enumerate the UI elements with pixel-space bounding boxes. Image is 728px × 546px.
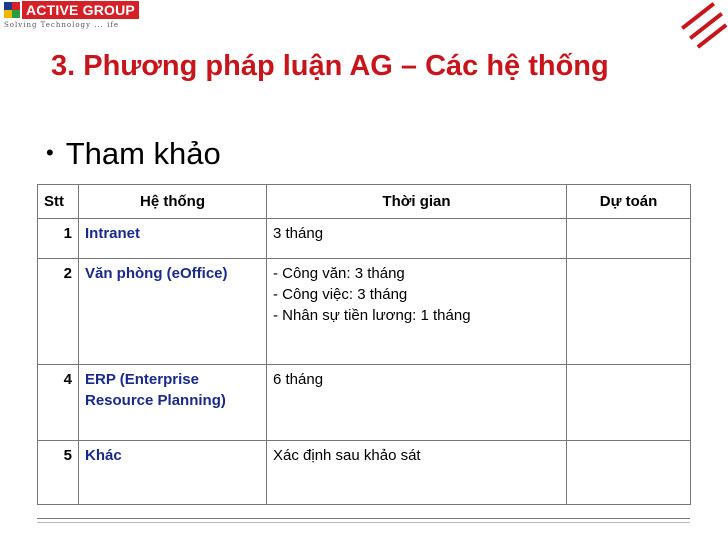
row-stt: 1 xyxy=(38,219,79,259)
header-budget: Dự toán xyxy=(567,185,691,219)
table-row xyxy=(38,259,691,365)
row-time: 3 tháng xyxy=(267,219,567,259)
time-list-item: - Công văn: 3 tháng xyxy=(273,263,560,284)
row-budget xyxy=(567,259,691,365)
time-list-item: - Nhân sự tiền lương: 1 tháng xyxy=(273,305,560,326)
row-stt: 5 xyxy=(38,441,79,505)
row-system: Intranet xyxy=(79,219,267,259)
row-budget xyxy=(567,441,691,505)
footer-divider-secondary xyxy=(37,522,690,523)
table-row xyxy=(38,219,691,259)
row-system: Khác xyxy=(79,441,267,505)
company-logo xyxy=(2,0,142,36)
header-stt: Stt xyxy=(38,185,79,219)
row-system: Văn phòng (eOffice) xyxy=(79,259,267,365)
row-time: 6 tháng xyxy=(267,365,567,441)
slide-title: 3. Phương pháp luận AG – Các hệ thống xyxy=(51,50,609,82)
row-time xyxy=(267,259,567,365)
footer-divider xyxy=(37,518,690,519)
bullet-item xyxy=(46,136,221,172)
row-time: Xác định sau khảo sát xyxy=(267,441,567,505)
bullet-text: Tham khảo xyxy=(65,136,221,171)
systems-table xyxy=(37,184,691,505)
time-list xyxy=(273,263,560,326)
logo-name: ACTIVE GROUP xyxy=(22,1,139,19)
corner-stripes-decoration xyxy=(668,0,728,50)
row-budget xyxy=(567,219,691,259)
row-stt: 2 xyxy=(38,259,79,365)
header-system: Hệ thống xyxy=(79,185,267,219)
table-row xyxy=(38,365,691,441)
logo-icon xyxy=(4,2,20,18)
bullet-icon: • xyxy=(46,140,54,165)
row-system: ERP (Enterprise Resource Planning) xyxy=(79,365,267,441)
header-time: Thời gian xyxy=(267,185,567,219)
row-budget xyxy=(567,365,691,441)
time-list-item: - Công việc: 3 tháng xyxy=(273,284,560,305)
row-stt: 4 xyxy=(38,365,79,441)
table-row xyxy=(38,441,691,505)
table-header-row xyxy=(38,185,691,219)
logo-tagline: Solving Technology ... ife xyxy=(4,21,120,29)
